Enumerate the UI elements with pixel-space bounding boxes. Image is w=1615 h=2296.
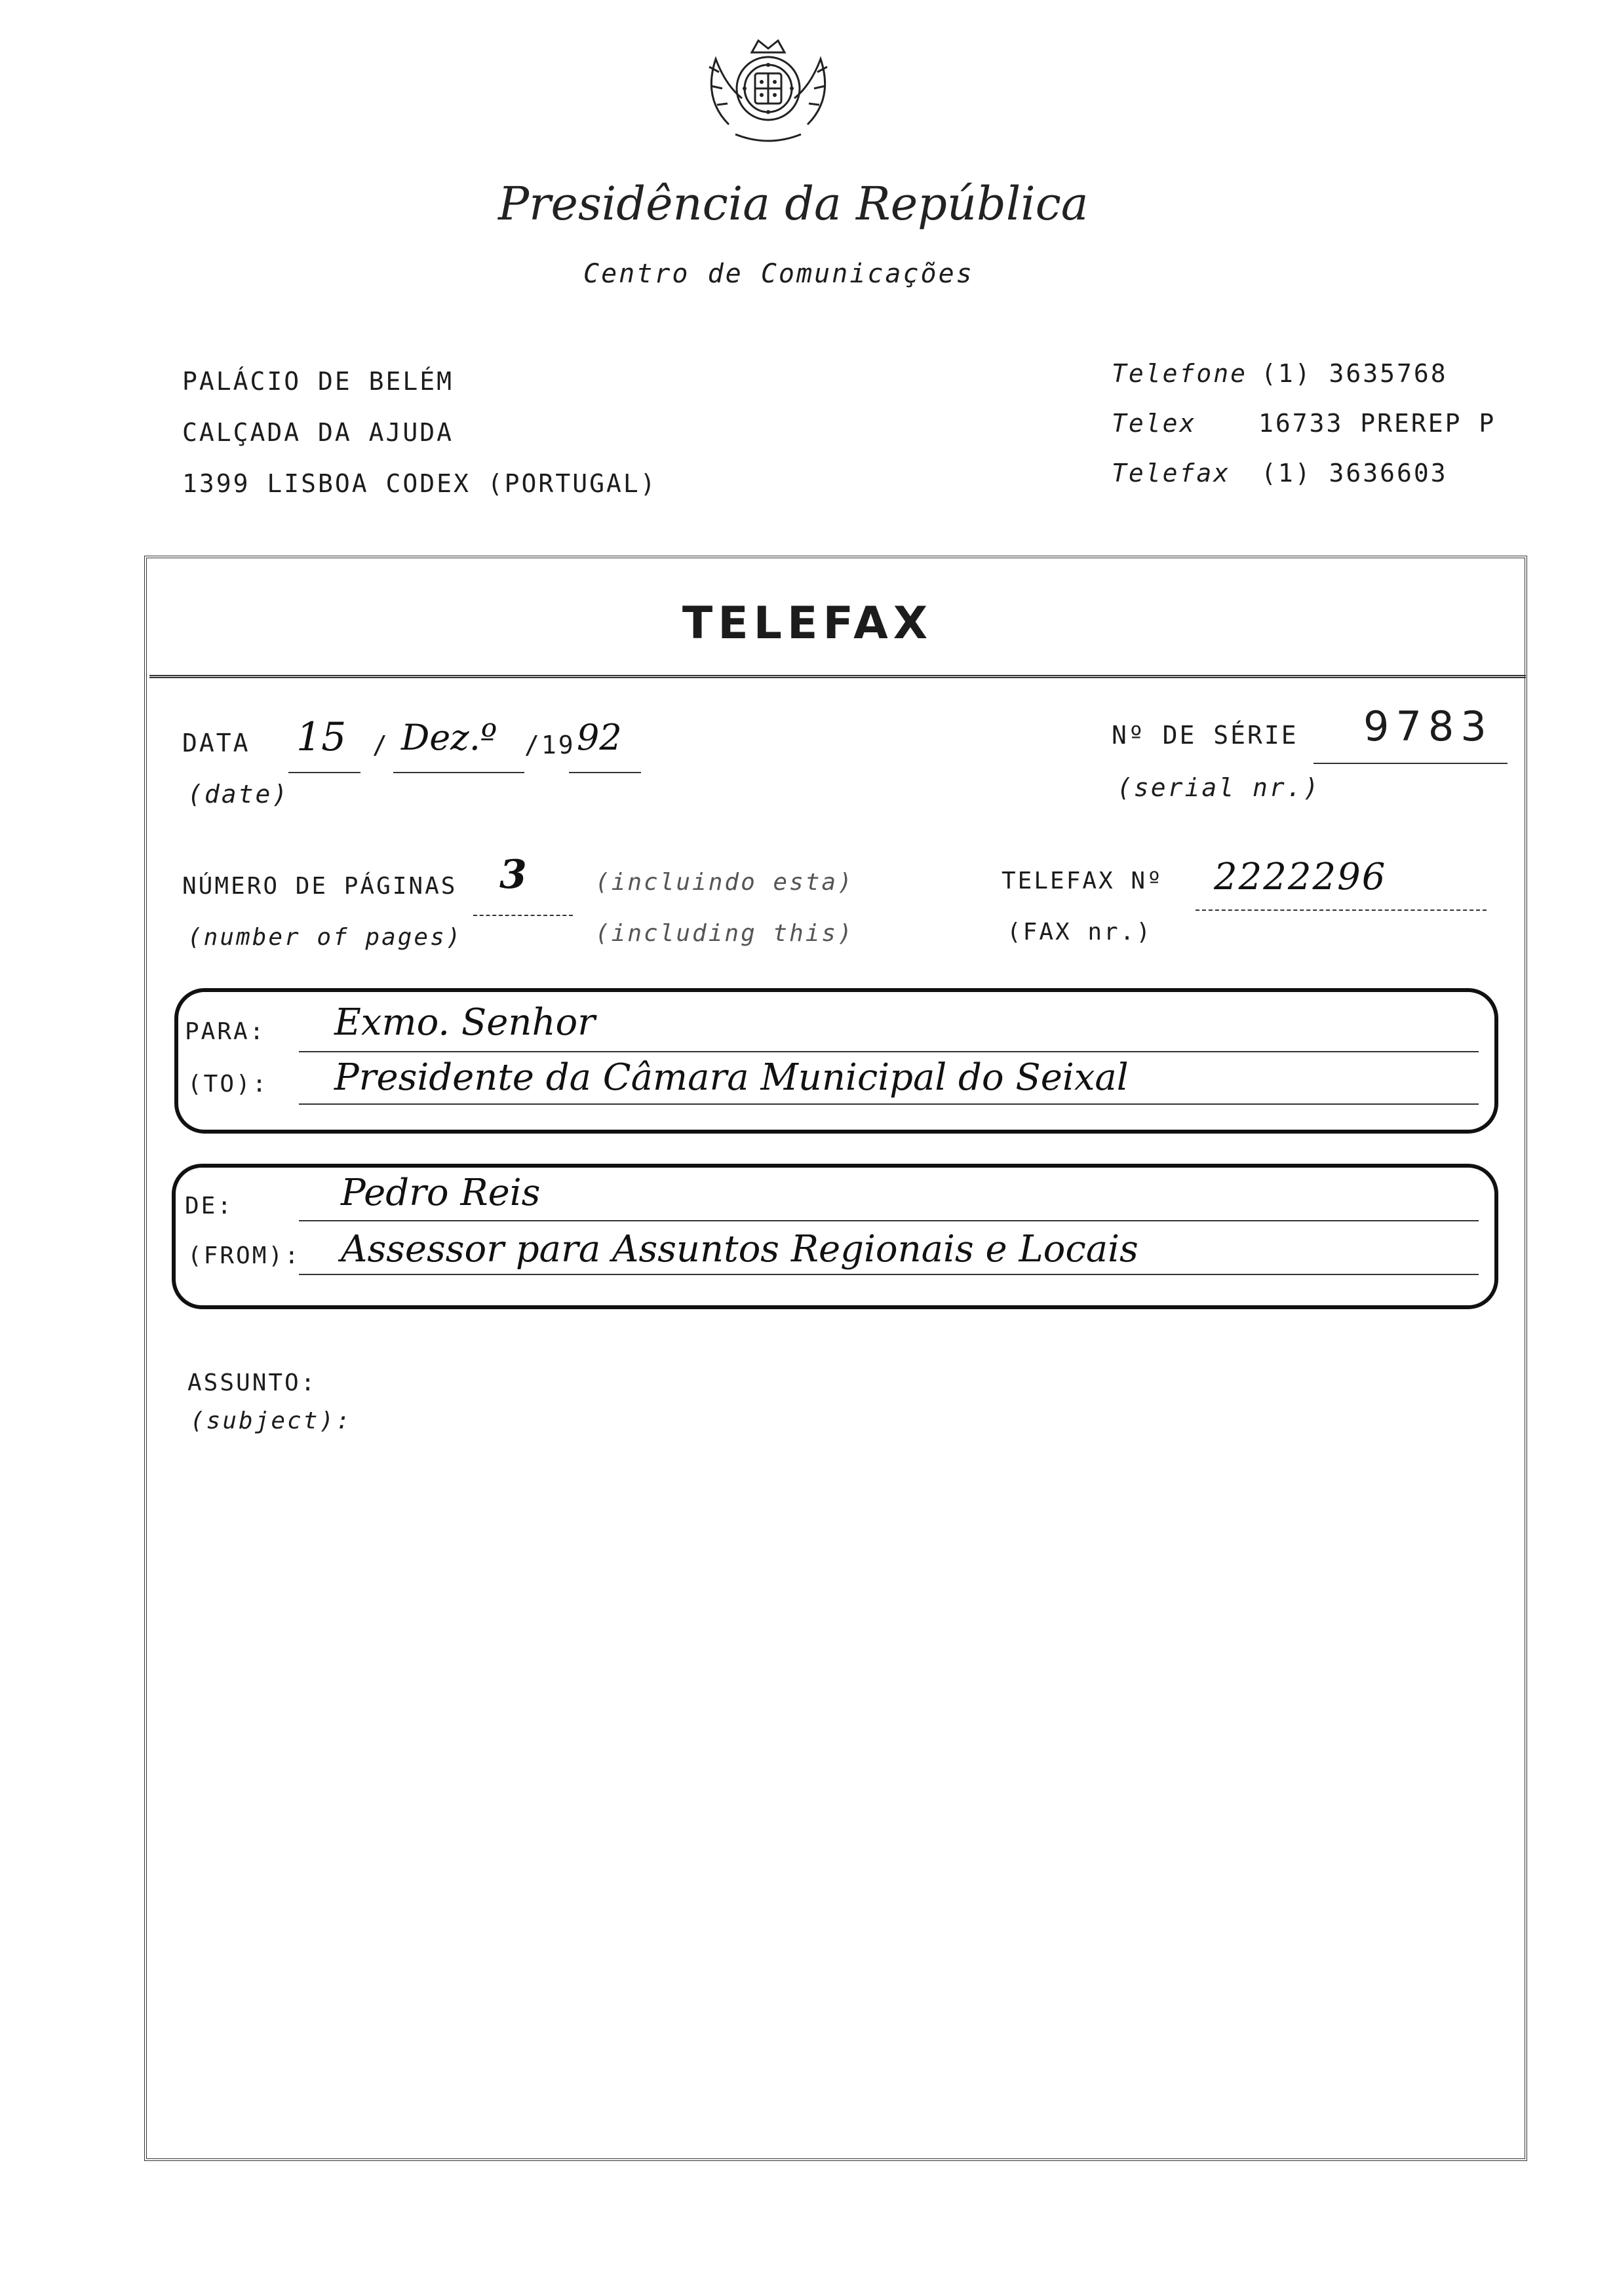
from-label: DE:: [185, 1193, 234, 1219]
telefone-label: Telefone: [1112, 359, 1248, 388]
telefone-value: (1) 3635768: [1261, 359, 1448, 388]
pages-sublabel: (number of pages): [187, 924, 463, 951]
form-title: TELEFAX: [682, 598, 933, 649]
from-line-1-rule: [299, 1220, 1479, 1221]
pages-label: NÚMERO DE PÁGINAS: [182, 873, 457, 900]
fax-number-label: TELEFAX Nº: [1002, 868, 1163, 894]
telex-label: Telex: [1112, 409, 1197, 438]
serial-sublabel: (serial nr.): [1117, 773, 1321, 802]
telefax-value: (1) 3636603: [1261, 459, 1448, 488]
serial-label: Nº DE SÉRIE: [1112, 721, 1298, 750]
date-day: 15: [296, 714, 347, 760]
date-slash: /: [372, 731, 389, 759]
date-month: Dez.º: [401, 717, 497, 758]
fax-number-value: 2222296: [1214, 856, 1387, 898]
pages-line: [473, 915, 573, 916]
address-line-2: CALÇADA DA AJUDA: [182, 418, 454, 447]
department-name: Centro de Comunicações: [583, 259, 974, 289]
address-line-1: PALÁCIO DE BELÉM: [182, 367, 454, 396]
date-month-line: [393, 772, 524, 773]
subject-sublabel: (subject):: [190, 1407, 352, 1434]
from-sublabel: (FROM):: [187, 1242, 301, 1269]
institution-name: Presidência da República: [498, 177, 1089, 231]
serial-value: 9783: [1363, 702, 1493, 750]
to-line-2: Presidente da Câmara Municipal do Seixal: [334, 1056, 1129, 1099]
from-line-2-rule: [299, 1274, 1479, 1275]
serial-line: [1313, 763, 1508, 764]
address-line-3: 1399 LISBOA CODEX (PORTUGAL): [182, 469, 657, 498]
subject-label: ASSUNTO:: [187, 1369, 317, 1396]
to-label: PARA:: [185, 1018, 266, 1045]
pages-note: (incluindo esta): [595, 869, 854, 896]
to-line-1: Exmo. Senhor: [334, 1001, 596, 1044]
pages-value: 3: [499, 852, 527, 898]
date-label: DATA: [182, 729, 250, 757]
to-line-2-rule: [299, 1103, 1479, 1105]
date-year-line: [569, 772, 641, 773]
title-divider: [149, 675, 1526, 678]
fax-number-line: [1196, 909, 1487, 911]
coat-of-arms-icon: [690, 26, 847, 151]
date-year-prefix: /19: [524, 731, 575, 759]
fax-number-sublabel: (FAX nr.): [1007, 919, 1153, 946]
pages-note-en: (including this): [595, 920, 854, 947]
from-line-2: Assessor para Assuntos Regionais e Locais: [341, 1228, 1138, 1271]
date-year-suffix: 92: [577, 717, 622, 758]
from-line-1: Pedro Reis: [341, 1172, 541, 1214]
to-line-1-rule: [299, 1051, 1479, 1052]
telex-value: 16733 PREREP P: [1258, 409, 1496, 438]
to-sublabel: (TO):: [187, 1071, 269, 1098]
date-day-line: [288, 772, 360, 773]
telefax-label: Telefax: [1112, 459, 1231, 488]
date-sublabel: (date): [187, 780, 290, 809]
